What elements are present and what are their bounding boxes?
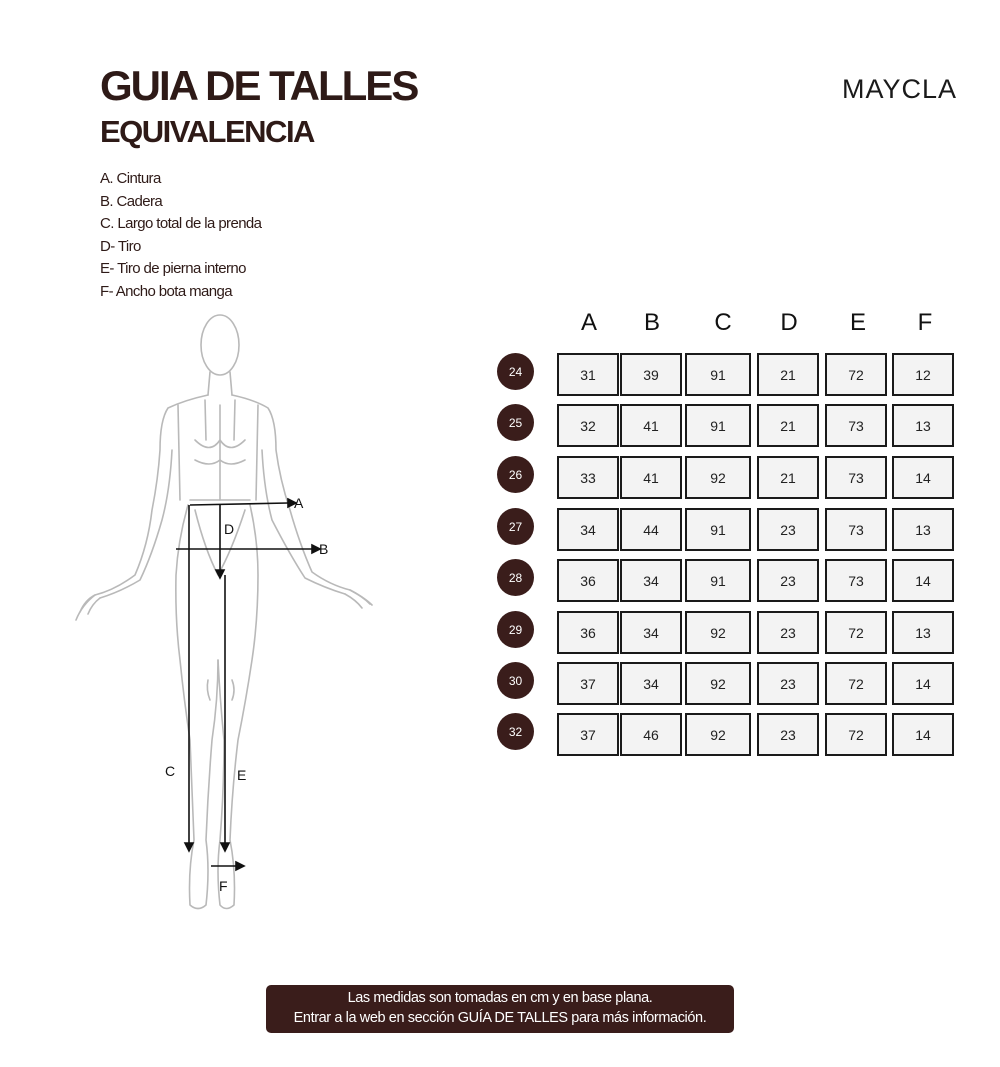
body-measurement-figure [70, 310, 390, 920]
table-cell: 92 [685, 713, 751, 756]
table-cell: 36 [557, 559, 619, 602]
table-cell: 46 [620, 713, 682, 756]
table-cell: 34 [620, 611, 682, 654]
table-cell: 21 [757, 404, 819, 447]
marker-label-d: D [224, 521, 235, 537]
legend-item-b: B. Cadera [100, 192, 163, 210]
table-cell: 39 [620, 353, 682, 396]
column-header-d: D [780, 309, 798, 336]
size-badge: 28 [497, 559, 534, 596]
table-cell: 44 [620, 508, 682, 551]
size-badge: 30 [497, 662, 534, 699]
legend-item-f: F- Ancho bota manga [100, 282, 233, 300]
table-cell: 12 [892, 353, 954, 396]
table-cell: 23 [757, 508, 819, 551]
footer-note-line-2: Entrar a la web en sección GUÍA DE TALLES para más información. [293, 1010, 707, 1026]
table-cell: 34 [620, 559, 682, 602]
footer-note-line-1: Las medidas son tomadas en cm y en base plana. [347, 990, 653, 1006]
table-cell: 14 [892, 662, 954, 705]
legend-item-a: A. Cintura [100, 170, 161, 187]
table-cell: 37 [557, 713, 619, 756]
table-cell: 31 [557, 353, 619, 396]
size-badge: 29 [497, 611, 534, 648]
table-cell: 91 [685, 559, 751, 602]
size-badge: 25 [497, 404, 534, 441]
table-cell: 36 [557, 611, 619, 654]
table-cell: 73 [825, 508, 887, 551]
column-header-c: C [714, 309, 732, 336]
brand-logo: MAYCLA [842, 74, 958, 104]
table-cell: 14 [892, 559, 954, 602]
table-cell: 23 [757, 713, 819, 756]
table-cell: 72 [825, 611, 887, 654]
table-cell: 73 [825, 456, 887, 499]
table-cell: 23 [757, 662, 819, 705]
table-cell: 91 [685, 404, 751, 447]
table-cell: 92 [685, 611, 751, 654]
legend-item-c: C. Largo total de la prenda [100, 215, 262, 232]
table-cell: 32 [557, 404, 619, 447]
marker-label-b: B [319, 541, 329, 557]
table-cell: 72 [825, 353, 887, 396]
measurement-legend [100, 168, 261, 303]
table-cell: 23 [757, 559, 819, 602]
mannequin-sketch [76, 315, 372, 909]
size-badge: 32 [497, 713, 534, 750]
marker-label-a: A [294, 495, 304, 511]
size-badge: 27 [497, 508, 534, 545]
table-cell: 41 [620, 456, 682, 499]
table-cell: 23 [757, 611, 819, 654]
table-cell: 14 [892, 713, 954, 756]
legend-item-d: D- Tiro [100, 237, 141, 255]
table-cell: 13 [892, 611, 954, 654]
page-title: GUIA DE TALLES [100, 62, 418, 109]
size-badge: 24 [497, 353, 534, 390]
column-header-e: E [849, 309, 866, 336]
marker-label-c: C [165, 763, 176, 779]
table-cell: 14 [892, 456, 954, 499]
table-cell: 34 [557, 508, 619, 551]
column-header-f: F [917, 309, 933, 336]
table-cell: 73 [825, 404, 887, 447]
table-cell: 91 [685, 508, 751, 551]
table-cell: 21 [757, 353, 819, 396]
table-cell: 37 [557, 662, 619, 705]
size-badge: 26 [497, 456, 534, 493]
table-cell: 34 [620, 662, 682, 705]
page-subtitle: EQUIVALENCIA [100, 114, 314, 149]
table-cell: 73 [825, 559, 887, 602]
table-cell: 33 [557, 456, 619, 499]
legend-item-e: E- Tiro de pierna interno [100, 260, 246, 277]
table-cell: 72 [825, 662, 887, 705]
marker-label-e: E [237, 767, 247, 783]
table-cell: 21 [757, 456, 819, 499]
table-cell: 41 [620, 404, 682, 447]
column-header-a: A [580, 309, 597, 336]
table-cell: 13 [892, 508, 954, 551]
column-header-b: B [643, 309, 660, 336]
table-cell: 13 [892, 404, 954, 447]
table-cell: 92 [685, 662, 751, 705]
footer-note [266, 985, 734, 1033]
table-cell: 91 [685, 353, 751, 396]
table-cell: 72 [825, 713, 887, 756]
table-cell: 92 [685, 456, 751, 499]
marker-label-f: F [219, 878, 228, 894]
